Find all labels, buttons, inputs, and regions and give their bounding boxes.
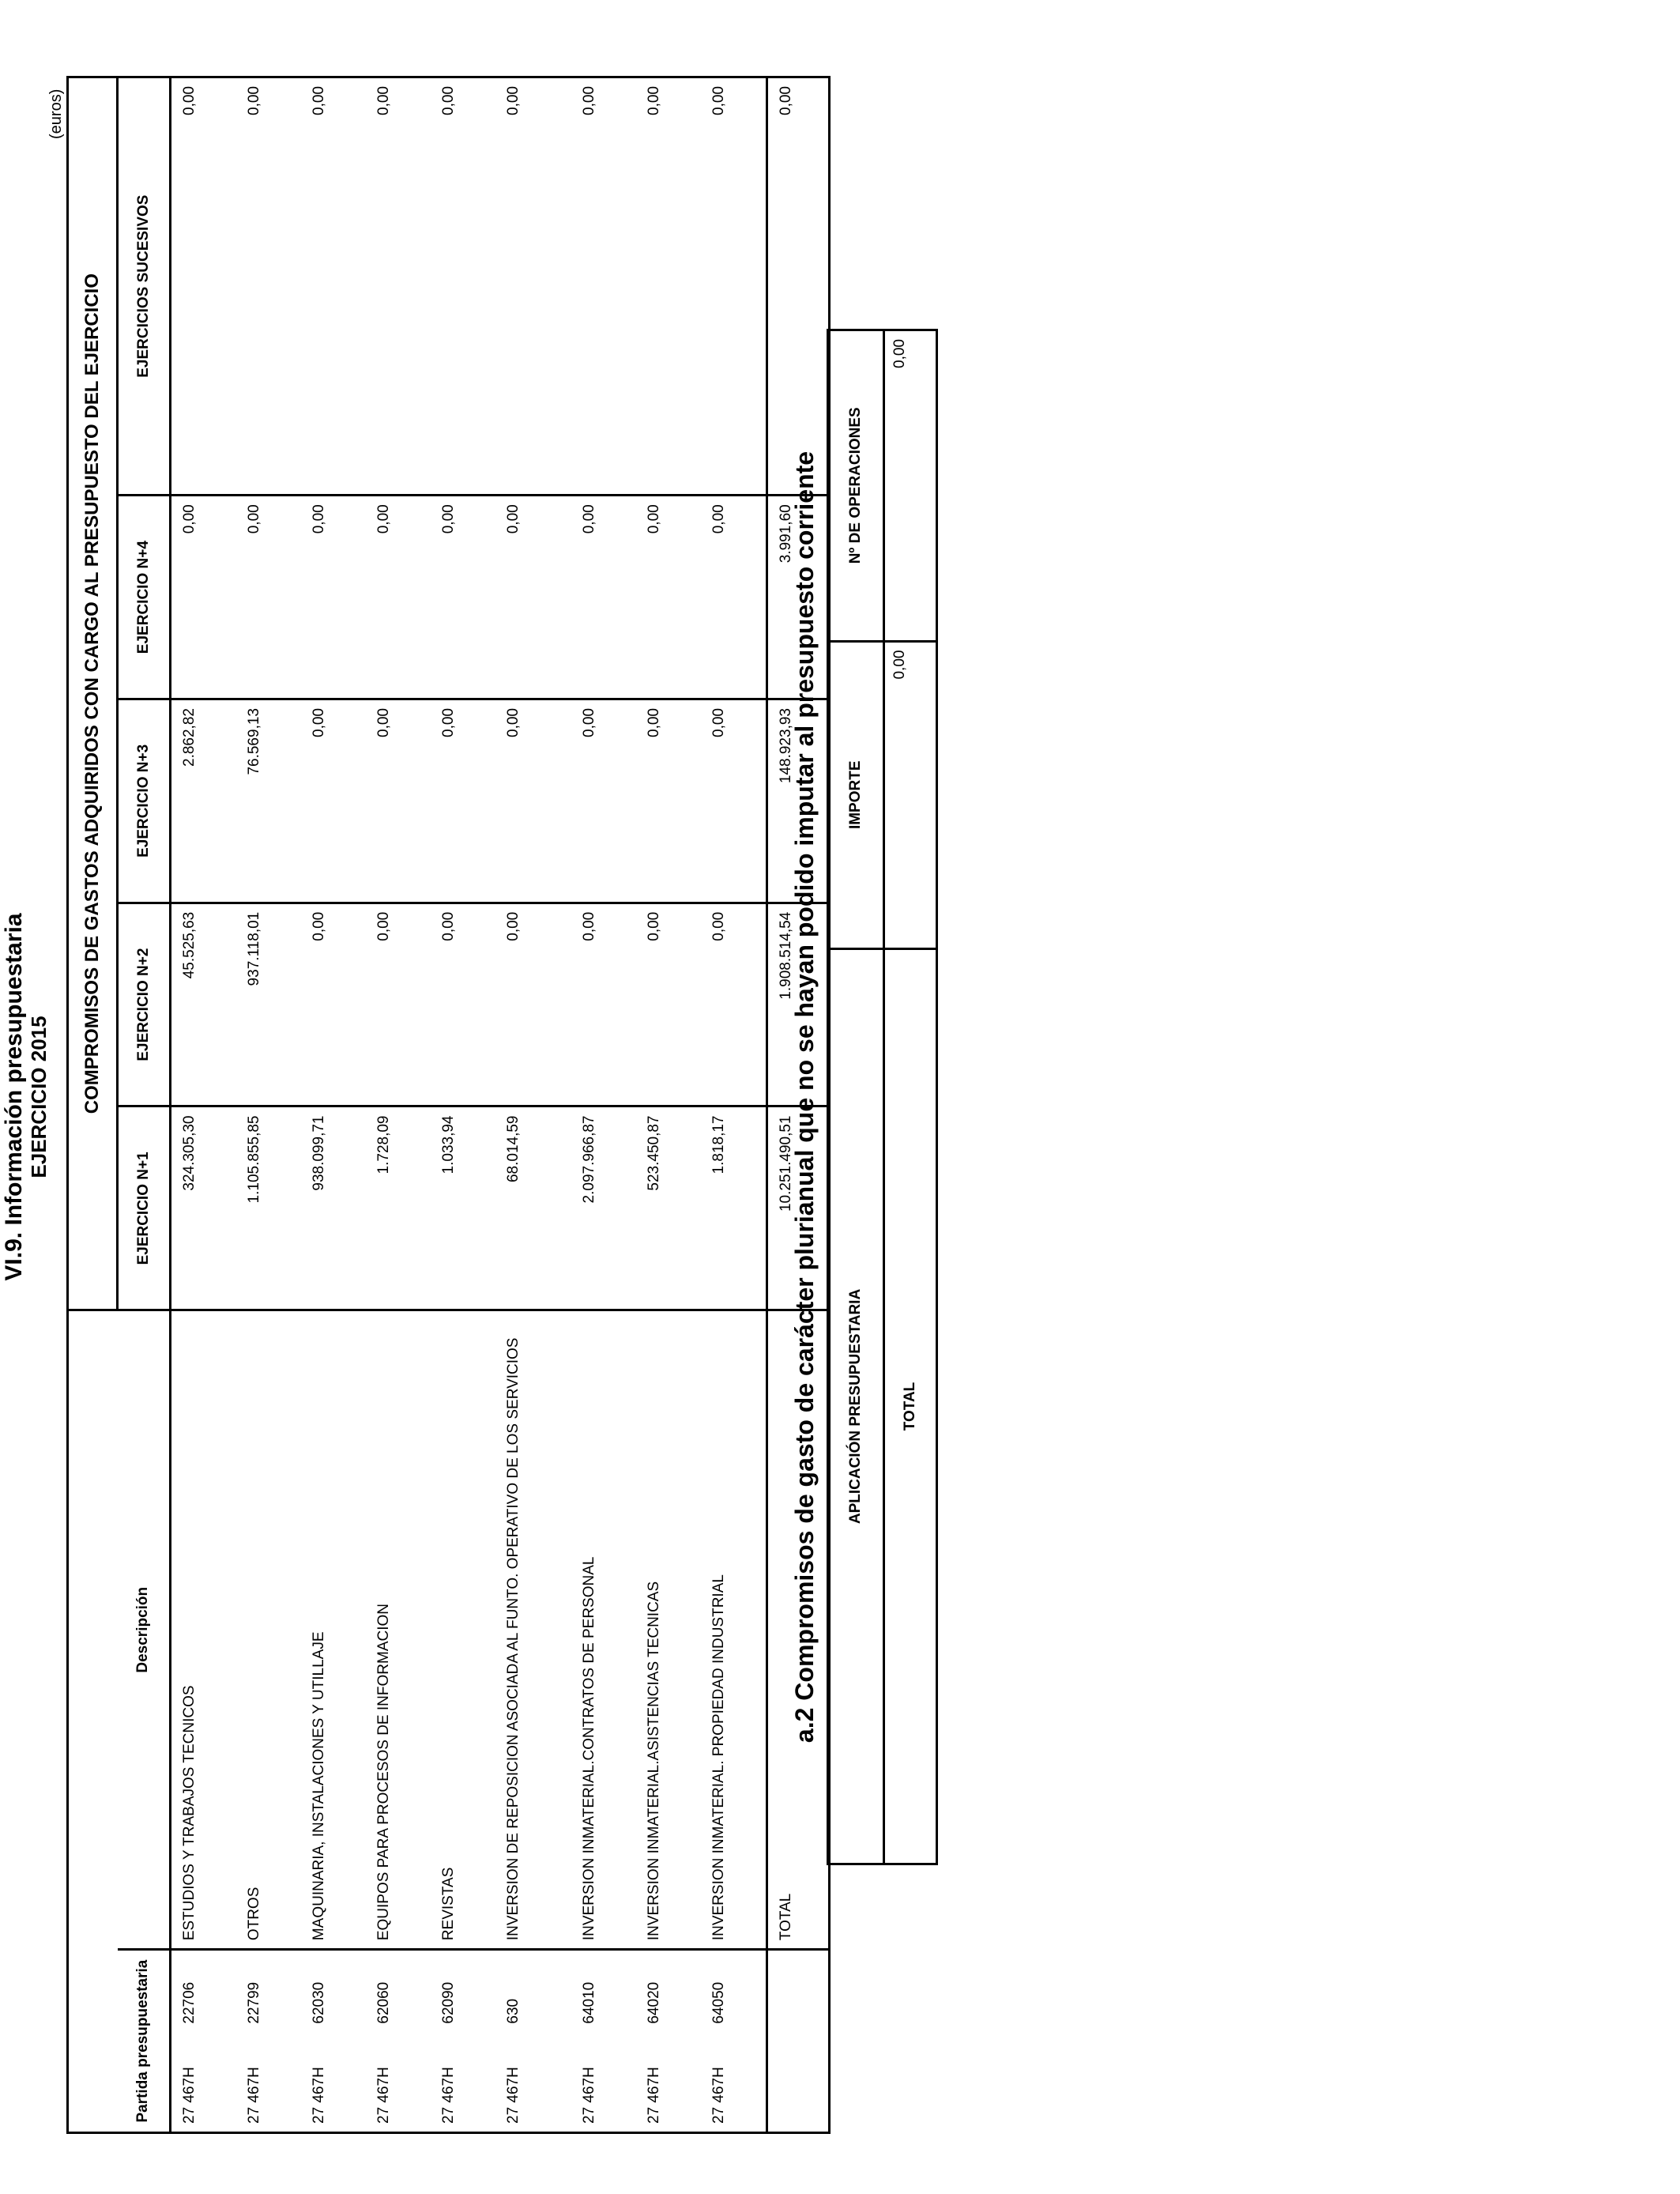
sucesivos-cell: 0,00 (431, 77, 495, 496)
table-row (236, 77, 301, 2133)
n4-cell: 0,00 (171, 496, 237, 699)
descripcion-cell: INVERSION INMATERIAL.CONTRATOS DE PERSONAL (571, 1310, 636, 1950)
n3-cell: 76.569,13 (236, 699, 301, 903)
n4-cell: 0,00 (301, 496, 366, 699)
section2-total-importe: 0,00 (884, 641, 937, 948)
n1-cell: 2.097.966,87 (571, 1106, 636, 1310)
partida-concepto: 64010 (571, 1950, 636, 2032)
n2-cell: 0,00 (366, 903, 431, 1106)
commitments-table (66, 76, 831, 2134)
table-row (431, 77, 495, 2133)
partida-concepto: 62090 (431, 1950, 495, 2032)
group-header: COMPROMISOS DE GASTOS ADQUIRIDOS CON CARGO AL PRESUPUESTO DEL EJERCICIO (68, 77, 118, 1310)
total-n4: 3.991,60 (767, 496, 830, 699)
sucesivos-cell: 0,00 (636, 77, 701, 496)
table-row (301, 77, 366, 2133)
col-aplicacion-header: APLICACIÓN PRESUPUESTARIA (828, 948, 884, 1864)
partida-programa: 27 467H (495, 2032, 571, 2133)
table-row (701, 77, 767, 2133)
page-title: VI.9. Información presupuestaria (1, 913, 27, 1281)
n2-cell: 0,00 (571, 903, 636, 1106)
partida-programa: 27 467H (366, 2032, 431, 2133)
sucesivos-cell: 0,00 (366, 77, 431, 496)
col-n2-header: EJERCICIO N+2 (118, 903, 171, 1106)
n4-cell: 0,00 (366, 496, 431, 699)
section2-total-operaciones: 0,00 (884, 330, 937, 642)
n3-cell: 0,00 (701, 699, 767, 903)
sucesivos-cell: 0,00 (701, 77, 767, 496)
table-row (366, 77, 431, 2133)
descripcion-cell: OTROS (236, 1310, 301, 1950)
col-sucesivos-header: EJERCICIOS SUCESIVOS (118, 77, 171, 496)
sucesivos-cell: 0,00 (495, 77, 571, 496)
n4-cell: 0,00 (701, 496, 767, 699)
n1-cell: 1.105.855,85 (236, 1106, 301, 1310)
n2-cell: 937.118,01 (236, 903, 301, 1106)
col-n3-header: EJERCICIO N+3 (118, 699, 171, 903)
descripcion-cell: INVERSION INMATERIAL.ASISTENCIAS TECNICAS (636, 1310, 701, 1950)
partida-concepto: 64020 (636, 1950, 701, 2032)
n3-cell: 0,00 (495, 699, 571, 903)
n2-cell: 0,00 (495, 903, 571, 1106)
n3-cell: 0,00 (431, 699, 495, 903)
sucesivos-cell: 0,00 (301, 77, 366, 496)
col-descripcion-header: Descripción (118, 1310, 171, 1950)
n2-cell: 0,00 (301, 903, 366, 1106)
col-n4-header: EJERCICIO N+4 (118, 496, 171, 699)
n2-cell: 0,00 (636, 903, 701, 1106)
partida-programa: 27 467H (236, 2032, 301, 2133)
n4-cell: 0,00 (636, 496, 701, 699)
sucesivos-cell: 0,00 (171, 77, 237, 496)
sucesivos-cell: 0,00 (571, 77, 636, 496)
n3-cell: 2.862,82 (171, 699, 237, 903)
col-n1-header: EJERCICIO N+1 (118, 1106, 171, 1310)
n1-cell: 324.305,30 (171, 1106, 237, 1310)
total-n3: 148.923,93 (767, 699, 830, 903)
n3-cell: 0,00 (636, 699, 701, 903)
total-sucesivos: 0,00 (767, 77, 830, 496)
total-label: TOTAL (767, 1310, 830, 1950)
n1-cell: 938.099,71 (301, 1106, 366, 1310)
n1-cell: 1.728,09 (366, 1106, 431, 1310)
n4-cell: 0,00 (431, 496, 495, 699)
n3-cell: 0,00 (366, 699, 431, 903)
partida-programa: 27 467H (636, 2032, 701, 2133)
partida-concepto: 22799 (236, 1950, 301, 2032)
partida-programa: 27 467H (431, 2032, 495, 2133)
table-row (636, 77, 701, 2133)
n3-cell: 0,00 (301, 699, 366, 903)
col-importe-header: IMPORTE (828, 641, 884, 948)
n3-cell: 0,00 (571, 699, 636, 903)
partida-concepto: 64050 (701, 1950, 767, 2032)
n4-cell: 0,00 (495, 496, 571, 699)
descripcion-cell: EQUIPOS PARA PROCESOS DE INFORMACION (366, 1310, 431, 1950)
n2-cell: 0,00 (701, 903, 767, 1106)
sucesivos-cell: 0,00 (236, 77, 301, 496)
table-row (171, 77, 237, 2133)
n2-cell: 45.525,63 (171, 903, 237, 1106)
section2-total-label: TOTAL (884, 948, 937, 1864)
partida-concepto: 630 (495, 1950, 571, 2032)
partida-concepto: 22706 (171, 1950, 237, 2032)
partida-programa: 27 467H (571, 2032, 636, 2133)
descripcion-cell: REVISTAS (431, 1310, 495, 1950)
n1-cell: 1.818,17 (701, 1106, 767, 1310)
n2-cell: 0,00 (431, 903, 495, 1106)
n4-cell: 0,00 (571, 496, 636, 699)
n4-cell: 0,00 (236, 496, 301, 699)
plurianual-table (827, 329, 938, 1865)
col-operaciones-header: Nº DE OPERACIONES (828, 330, 884, 642)
partida-programa: 27 467H (301, 2032, 366, 2133)
col-partida-header: Partida presupuestaria (118, 1950, 171, 2133)
partida-programa: 27 467H (701, 2032, 767, 2133)
n1-cell: 523.450,87 (636, 1106, 701, 1310)
page-subtitle: EJERCICIO 2015 (27, 1016, 51, 1178)
total-n1: 10.251.490,51 (767, 1106, 830, 1310)
descripcion-cell: MAQUINARIA, INSTALACIONES Y UTILLAJE (301, 1310, 366, 1950)
n1-cell: 1.033,94 (431, 1106, 495, 1310)
descripcion-cell: ESTUDIOS Y TRABAJOS TECNICOS (171, 1310, 237, 1950)
section2-title: a.2 Compromisos de gasto de carácter plurianual que no se hayan podido imputar al presupuesto corriente (790, 450, 819, 1744)
n1-cell: 68.014,59 (495, 1106, 571, 1310)
total-n2: 1.908.514,54 (767, 903, 830, 1106)
table-row (495, 77, 571, 2133)
partida-concepto: 62030 (301, 1950, 366, 2032)
table-row (571, 77, 636, 2133)
partida-concepto: 62060 (366, 1950, 431, 2032)
unit-label: (euros) (47, 89, 65, 139)
descripcion-cell: INVERSION DE REPOSICION ASOCIADA AL FUNTO. OPERATIVO DE LOS SERVICIOS (495, 1310, 571, 1950)
descripcion-cell: INVERSION INMATERIAL. PROPIEDAD INDUSTRIAL (701, 1310, 767, 1950)
partida-programa: 27 467H (171, 2032, 237, 2133)
